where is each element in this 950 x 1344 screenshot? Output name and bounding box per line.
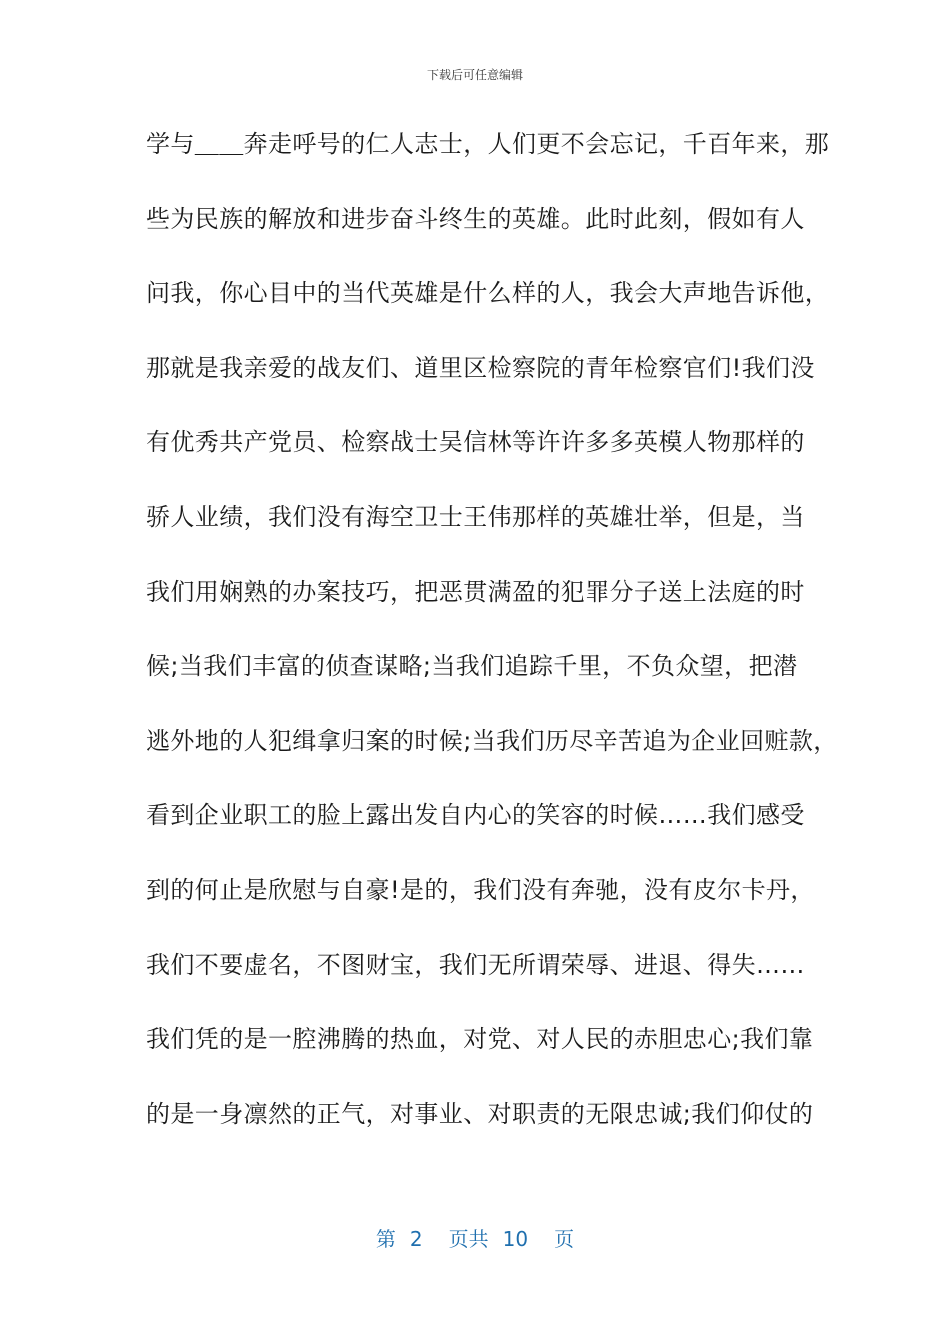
text-line: 问我，你心目中的当代英雄是什么样的人，我会大声地告诉他，	[146, 279, 830, 308]
text-line: 逃外地的人犯缉拿归案的时候;当我们历尽辛苦追为企业回赃款，	[146, 726, 838, 755]
text-line: 我们用娴熟的办案技巧，把恶贯满盈的犯罪分子送上法庭的时	[146, 577, 805, 606]
page-footer	[0, 1226, 950, 1252]
footer-page-number: 2	[409, 1227, 423, 1251]
document-body	[146, 124, 838, 1168]
header-note: 下载后可任意编辑	[426, 68, 523, 82]
text-line: 候;当我们丰富的侦查谋略;当我们追踪千里，不负众望，把潜	[146, 652, 798, 681]
text-line: 学与＿＿奔走呼号的仁人志士，人们更不会忘记，千百年来，那	[146, 130, 830, 158]
text-line: 到的何止是欣慰与自豪!是的，我们没有奔驰，没有皮尔卡丹，	[146, 875, 815, 904]
footer-total-pages: 10	[502, 1227, 529, 1251]
text-line: 有优秀共产党员、检察战士吴信林等许许多多英模人物那样的	[146, 428, 805, 457]
footer-prefix: 第	[375, 1227, 396, 1251]
text-line: 那就是我亲爱的战友们、道里区检察院的青年检察官们!我们没	[146, 353, 815, 382]
text-line: 我们凭的是一腔沸腾的热血，对党、对人民的赤胆忠心;我们靠	[146, 1025, 814, 1054]
footer-suffix: 页	[554, 1227, 575, 1251]
text-line: 骄人业绩，我们没有海空卫士王伟那样的英雄壮举，但是，当	[146, 502, 805, 531]
text-line: 看到企业职工的脸上露出发自内心的笑容的时候……我们感受	[146, 801, 805, 830]
text-line: 些为民族的解放和进步奋斗终生的英雄。此时此刻，假如有人	[146, 204, 805, 233]
footer-middle: 页共	[448, 1227, 489, 1251]
text-line: 我们不要虚名，不图财宝，我们无所谓荣辱、进退、得失……	[146, 950, 805, 979]
text-line: 的是一身凛然的正气，对事业、对职责的无限忠诚;我们仰仗的	[146, 1099, 814, 1128]
